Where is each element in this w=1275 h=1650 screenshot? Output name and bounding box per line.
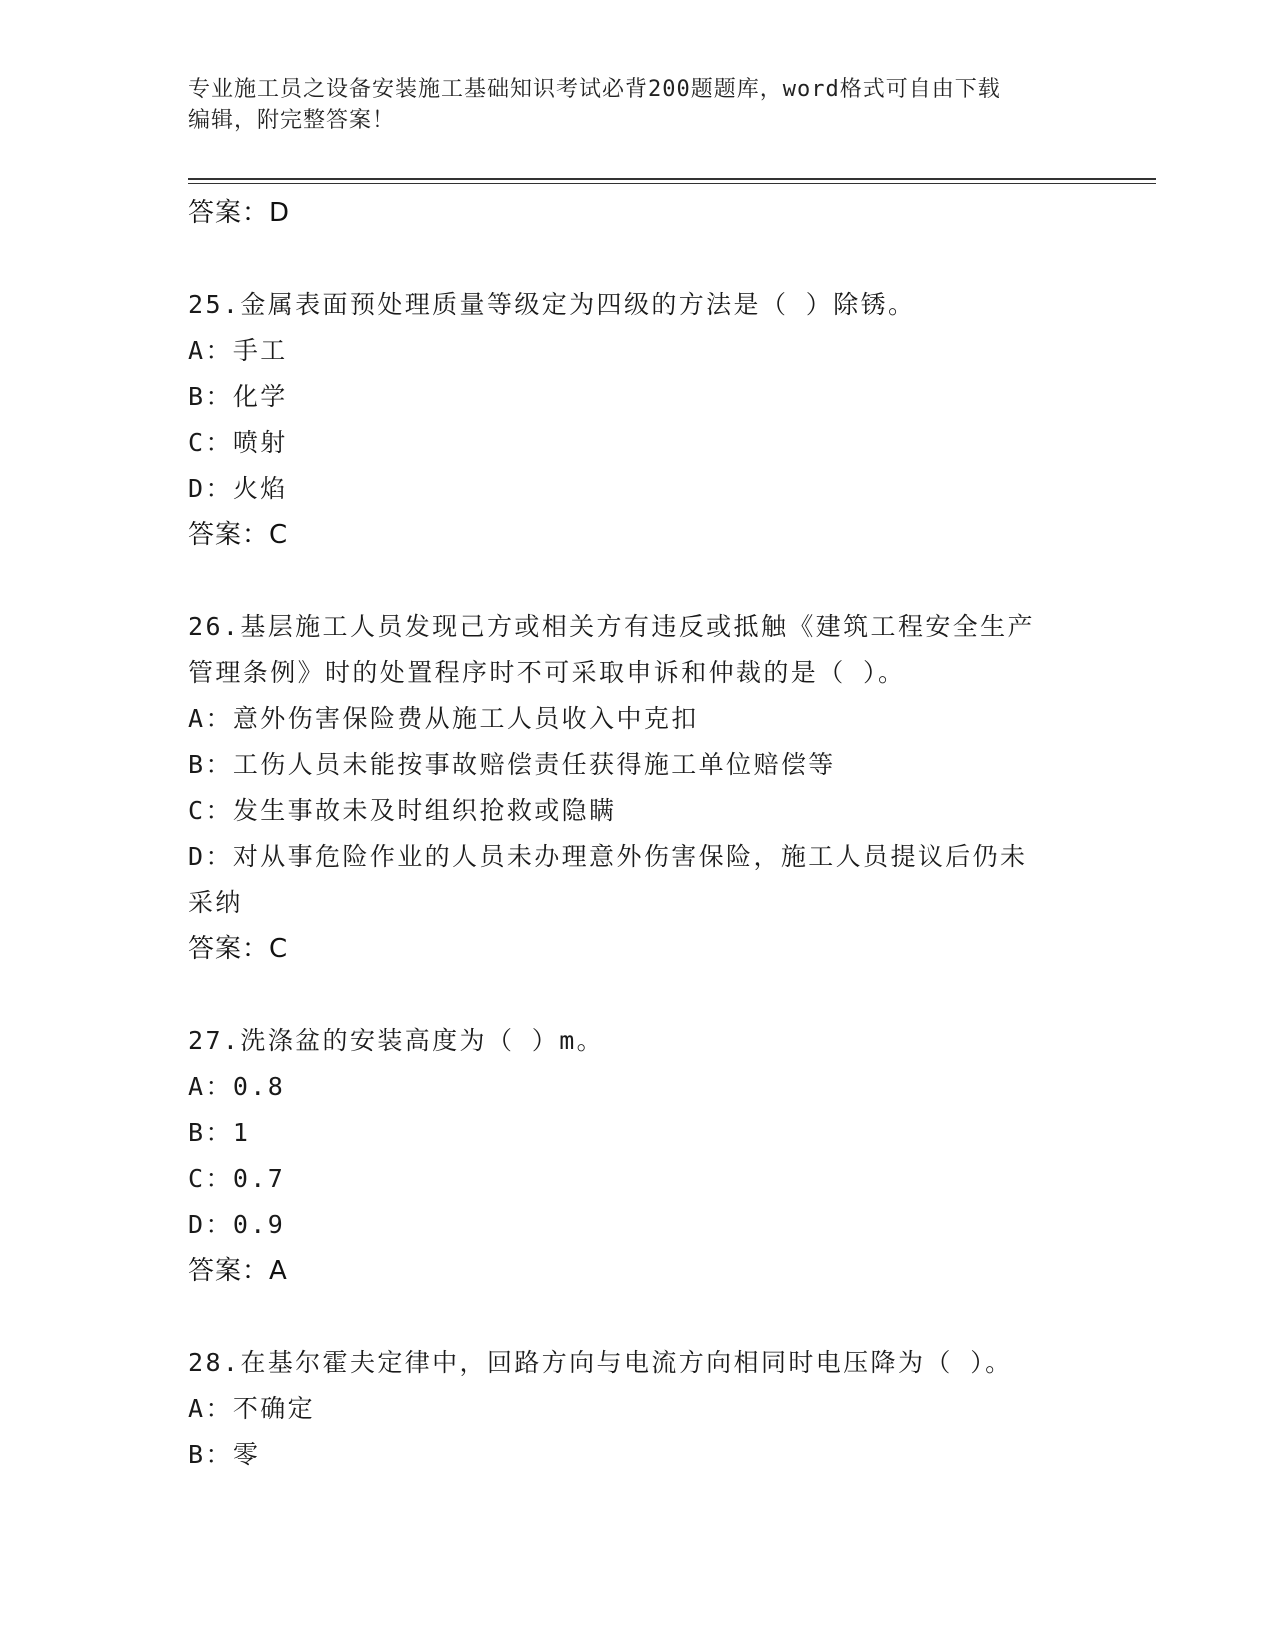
option-d-continued: 采纳 [188, 888, 243, 917]
previous-answer: 答案：D [188, 198, 291, 228]
header-title-line-2: 编辑，附完整答案！ [188, 108, 396, 133]
document-header [188, 74, 1068, 136]
answer: 答案：C [188, 934, 289, 964]
question-28 [188, 1340, 1088, 1478]
answer: 答案：C [188, 520, 289, 550]
header-rule-thick [188, 178, 1156, 180]
header-title-line-1: 专业施工员之设备安装施工基础知识考试必背200题题库，word格式可自由下载 [188, 77, 1001, 102]
question-stem-continued: 管理条例》时的处置程序时不可采取申诉和仲裁的是（ ）。 [188, 658, 906, 687]
answer: 答案：A [188, 1256, 288, 1286]
option-a: A：0.8 [188, 1072, 286, 1101]
option-b: B：工伤人员未能按事故赔偿责任获得施工单位赔偿等 [188, 750, 836, 779]
option-b: B：化学 [188, 382, 288, 411]
question-stem: 28.在基尔霍夫定律中，回路方向与电流方向相同时电压降为（ ）。 [188, 1348, 1013, 1377]
option-b: B：零 [188, 1440, 261, 1469]
option-d: D：火焰 [188, 474, 288, 503]
option-a: A：意外伤害保险费从施工人员收入中克扣 [188, 704, 699, 733]
option-c: C：0.7 [188, 1164, 286, 1193]
question-stem: 26.基层施工人员发现己方或相关方有违反或抵触《建筑工程安全生产 [188, 612, 1035, 641]
question-27 [188, 1018, 1088, 1294]
question-list [188, 190, 1088, 1478]
option-a: A：不确定 [188, 1394, 316, 1423]
question-26 [188, 604, 1088, 972]
option-d: D：对从事危险作业的人员未办理意外伤害保险，施工人员提议后仍未 [188, 842, 1028, 871]
option-c: C：喷射 [188, 428, 288, 457]
question-25 [188, 282, 1088, 558]
option-d: D：0.9 [188, 1210, 286, 1239]
question-stem: 25.金属表面预处理质量等级定为四级的方法是（ ）除锈。 [188, 290, 916, 319]
header-rule-thin [188, 183, 1156, 184]
option-a: A：手工 [188, 336, 288, 365]
question-stem: 27.洗涤盆的安装高度为（ ）m。 [188, 1026, 605, 1055]
option-c: C：发生事故未及时组织抢救或隐瞒 [188, 796, 617, 825]
option-b: B：1 [188, 1118, 251, 1147]
